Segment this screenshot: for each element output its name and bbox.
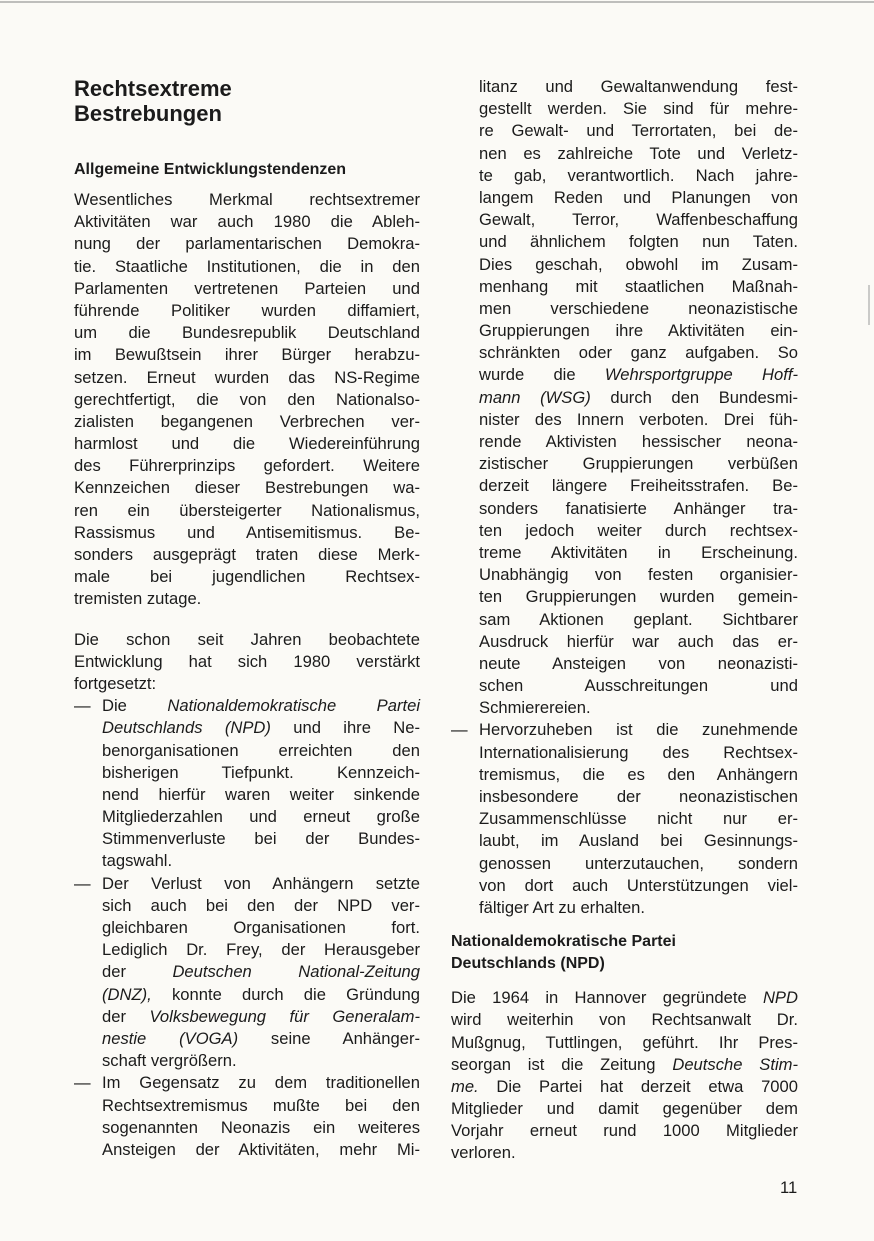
section-heading-general: Allgemeine Entwicklungstendenzen xyxy=(74,161,347,178)
text-line: tremismus, die es den Anhängern xyxy=(479,764,798,784)
text-line: schaft vergrößern. xyxy=(102,1051,237,1071)
text-line: Gewalt, Terror, Waffenbeschaffung xyxy=(479,210,798,230)
section-heading-npd xyxy=(451,931,798,975)
dash-bullet: — xyxy=(74,696,91,716)
text-line: Dies geschah, obwohl im Zusam- xyxy=(479,254,798,274)
text-line: Mußgnug, Tuttlingen, geführt. Ihr Pres- xyxy=(451,1032,798,1052)
text-line: Wesentliches Merkmal rechtsextremer xyxy=(74,190,420,209)
text-line: nister des Innern verboten. Drei füh- xyxy=(479,409,798,429)
text-line: Gruppierungen ihre Aktivitäten ein- xyxy=(479,321,798,341)
title-line: Bestrebungen xyxy=(74,101,222,126)
scan-edge-line xyxy=(0,1,874,3)
text-line: genossen unterzutauchen, sondern xyxy=(479,853,798,873)
right-column xyxy=(451,76,798,1165)
text-line: sich auch bei den der NPD ver- xyxy=(102,895,420,915)
text-line: rende Aktivisten hessischer neona- xyxy=(479,432,798,451)
text-line: sam Aktionen geplant. Sichtbarer xyxy=(479,609,798,629)
text-line: Ansteigen der Aktivitäten, mehr Mi- xyxy=(102,1139,420,1159)
text-line: wird weiterhin von Rechtsanwalt Dr. xyxy=(451,1010,798,1030)
text-line: bisherigen Tiefpunkt. Kennzeich- xyxy=(102,762,420,782)
text-line: Unabhängig von festen organisier- xyxy=(479,565,798,585)
text-line: sogenannten Neonazis ein weiteres xyxy=(102,1117,420,1137)
text-line: laubt, im Ausland bei Gesinnungs- xyxy=(479,831,798,851)
text-line: Rassismus und Antisemitismus. Be- xyxy=(74,522,420,542)
left-column xyxy=(74,76,420,1161)
text-line: des Führerprinzips gefordert. Weitere xyxy=(74,456,420,476)
text-line: nung der parlamentarischen Demokra- xyxy=(74,234,420,254)
text-line: langem Reden und Planungen von xyxy=(479,187,798,207)
text-line: von dort auch Unterstützungen viel- xyxy=(479,875,798,895)
text-line: Vorjahr erneut rund 1000 Mitglieder xyxy=(451,1121,798,1141)
text-line: wurde die Wehrsportgruppe Hoff- xyxy=(479,365,798,385)
bullet-loss-of-followers xyxy=(74,873,420,1073)
text-line: nen es zahlreiche Tote und Verletz- xyxy=(479,143,798,163)
text-line: Im Gegensatz zu dem traditionellen xyxy=(102,1073,420,1093)
text-line: Parlamenten vertretenen Parteien und xyxy=(74,278,420,298)
text-line: Die 1964 in Hannover gegründete NPD xyxy=(451,988,798,1008)
text-line: Mitglieder und damit gegenüber dem xyxy=(451,1099,798,1119)
text-line: gerechtfertigt, die von den Nationalso- xyxy=(74,389,420,409)
text-line: (DNZ), konnte durch die Gründung xyxy=(102,984,420,1004)
bullet-internationalisation xyxy=(451,719,798,919)
scan-margin-mark xyxy=(868,285,870,325)
text-line: litanz und Gewaltanwendung fest- xyxy=(479,77,798,96)
page-number: 11 xyxy=(780,1178,798,1197)
text-line: treme Aktivitäten in Erscheinung. xyxy=(479,542,798,562)
text-line: gleichbaren Organisationen fort. xyxy=(102,918,420,937)
text-line: benorganisationen erreichten den xyxy=(102,740,420,760)
text-line: mann (WSG) durch den Bundesmi- xyxy=(479,387,799,407)
bullet-neonazi-activity-continued xyxy=(451,76,798,719)
text-line: tagswahl. xyxy=(102,851,173,871)
text-line: Ausdruck hierfür war auch das er- xyxy=(479,631,798,651)
text-line: und ähnlichem folgten nun Taten. xyxy=(479,232,798,252)
text-line: derzeit längere Freiheitsstrafen. Be- xyxy=(479,476,798,496)
text-line: zistischer Gruppierungen verbüßen xyxy=(479,454,798,474)
text-line: tremisten zutage. xyxy=(74,589,202,609)
dash-bullet: — xyxy=(451,720,468,740)
paragraph-development xyxy=(74,629,420,696)
text-line: Rechtsextremismus mußte bei den xyxy=(102,1095,420,1115)
bullet-neonazi-activity xyxy=(74,1072,420,1161)
text-line: Die Nationaldemokratische Partei xyxy=(102,696,421,716)
text-line: zialisten begangenen Verbrechen ver- xyxy=(74,411,420,431)
heading-line: Deutschlands (NPD) xyxy=(451,955,605,973)
text-line: insbesondere der neonazistischen xyxy=(479,787,798,806)
text-line: fortgesetzt: xyxy=(74,673,157,693)
text-line: me. Die Partei hat derzeit etwa 7000 xyxy=(451,1076,798,1096)
text-line: tie. Staatliche Institutionen, die in den xyxy=(74,256,420,276)
text-line: fältiger Art zu erhalten. xyxy=(479,897,646,917)
heading-line: Nationaldemokratische Partei xyxy=(451,933,676,951)
text-line: führende Politiker wurden diffamiert, xyxy=(74,300,420,320)
text-line: nend hierfür waren weiter sinkende xyxy=(102,784,420,804)
text-line: male bei jugendlichen Rechtsex- xyxy=(74,567,420,587)
bullet-npd-decline xyxy=(74,695,420,873)
text-line: Hervorzuheben ist die zunehmende xyxy=(479,720,798,740)
text-line: Kennzeichen dieser Bestrebungen wa- xyxy=(74,478,420,498)
text-line: Deutschlands (NPD) und ihre Ne- xyxy=(102,718,420,738)
text-line: harmlost und die Wiedereinführung xyxy=(74,434,420,454)
text-line: re Gewalt- und Terrortaten, bei de- xyxy=(479,121,798,141)
text-line: verloren. xyxy=(451,1143,516,1163)
title-line: Rechtsextreme xyxy=(74,76,232,101)
text-line: Entwicklung hat sich 1980 verstärkt xyxy=(74,651,420,671)
text-line: Zusammenschlüsse nicht nur er- xyxy=(479,809,798,829)
text-line: im Bewußtsein ihrer Bürger herabzu- xyxy=(74,345,420,365)
paragraph-intro xyxy=(74,189,420,611)
text-line: Aktivitäten war auch 1980 die Ableh- xyxy=(74,212,420,232)
text-line: Schmierereien. xyxy=(479,698,591,718)
text-line: menhang mit staatlichen Maßnah- xyxy=(479,276,798,296)
text-line: te gab, verantwortlich. Nach jahre- xyxy=(479,165,798,185)
text-line: Die schon seit Jahren beobachtete xyxy=(74,629,420,649)
text-line: sonders fanatisierte Anhänger tra- xyxy=(479,498,798,518)
text-line: schen Ausschreitungen und xyxy=(479,676,798,696)
text-line: schränkten oder ganz aufgaben. So xyxy=(479,343,798,363)
page-title xyxy=(74,76,420,126)
text-line: Mitgliederzahlen und erneut große xyxy=(102,807,420,827)
text-line: sonders ausgeprägt traten diese Merk- xyxy=(74,545,420,564)
dash-bullet: — xyxy=(74,1073,91,1093)
text-line: seorgan ist die Zeitung Deutsche Stim- xyxy=(451,1054,798,1074)
text-line: setzen. Erneut wurden das NS-Regime xyxy=(74,367,420,387)
text-line: neute Ansteigen von neonazisti- xyxy=(479,653,798,673)
text-line: Internationalisierung des Rechtsex- xyxy=(479,742,798,762)
text-line: Der Verlust von Anhängern setzte xyxy=(102,873,420,893)
text-line: der Volksbewegung für Generalam- xyxy=(102,1006,420,1026)
text-line: Lediglich Dr. Frey, der Herausgeber xyxy=(102,940,420,960)
text-line: ren ein übersteigerter Nationalismus, xyxy=(74,500,420,520)
text-line: um die Bundesrepublik Deutschland xyxy=(74,323,420,343)
text-line: gestellt werden. Sie sind für mehre- xyxy=(479,99,798,119)
text-line: Stimmenverluste bei der Bundes- xyxy=(102,829,420,849)
text-line: men verschiedene neonazistische xyxy=(479,298,798,318)
paragraph-npd xyxy=(451,987,798,1165)
text-line: ten Gruppierungen wurden gemein- xyxy=(479,587,798,607)
text-line: der Deutschen National-Zeitung xyxy=(102,962,421,982)
text-line: nestie (VOGA) seine Anhänger- xyxy=(102,1028,420,1048)
dash-bullet: — xyxy=(74,873,91,893)
text-line: ten jedoch weiter durch rechtsex- xyxy=(479,520,798,540)
